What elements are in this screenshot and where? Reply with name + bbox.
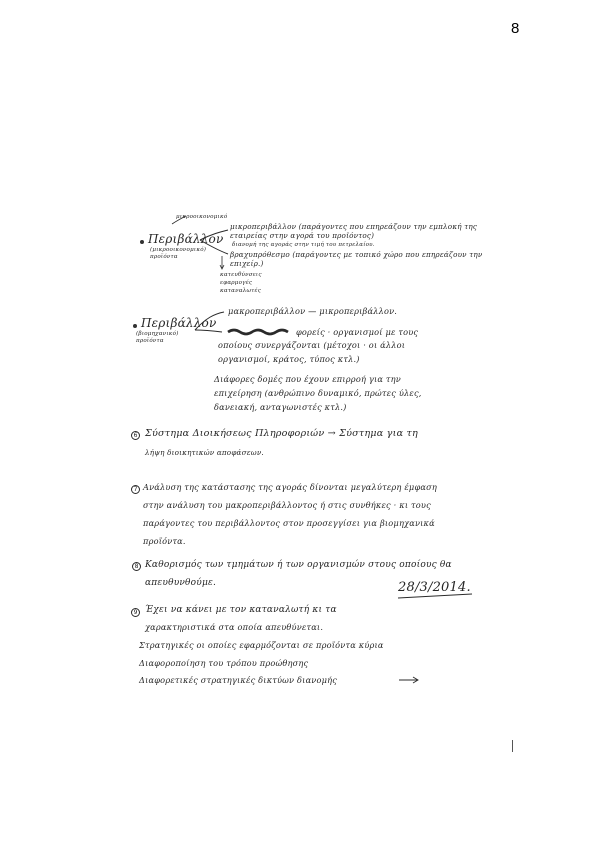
item9-line3: Στρατηγικές οι οποίες εφαρμόζονται σε προϊόντα κύρια [139, 640, 384, 650]
item-number-circle: 8 [132, 562, 141, 571]
bullet-point [140, 240, 144, 244]
item7-line2: στην ανάλυση του μακροπεριβάλλοντος ή στις συνθήκες · κι τους [143, 500, 431, 510]
section2-line7: δανειακή, ανταγωνιστές κτλ.) [214, 402, 347, 412]
section2-line6: επιχείρηση (ανθρώπινο δυναμικό, πρώτες ύλες, [214, 388, 422, 398]
section1-heading-note: μικροοικονομικό [176, 214, 228, 220]
item6-line1: Σύστημα Διοικήσεως Πληροφοριών → Σύστημα για τη [145, 428, 418, 439]
section2-line5: Διάφορες δομές που έχουν επιρροή για την [214, 374, 401, 384]
section2-line2: φορείς · οργανισμοί με τους [296, 327, 419, 337]
item9-line2: χαρακτηριστικά στα οποία απευθύνεται. [145, 622, 324, 632]
item8-line1: Καθορισμός των τμημάτων ή των οργανισμών στους οποίους θα [145, 560, 452, 570]
margin-mark [512, 740, 513, 752]
item9-line4: Διαφοροποίηση του τρόπου προώθησης [139, 658, 309, 668]
item7-line1: Ανάλυση της κατάστασης της αγοράς δίνονται μεγαλύτερη έμφαση [143, 482, 438, 492]
section1-heading-sub: (μικροοικονομικό) προϊόντα [150, 247, 207, 260]
section2-heading-sub: (βιομηχανικό) προϊόντα [136, 331, 179, 344]
bullet-point [133, 324, 137, 328]
item7-line4: προϊόντα. [143, 536, 186, 546]
section2-heading: Περιβάλλον [141, 316, 217, 330]
section1-line3: βραχυπρόθεσμο (παράγοντες με τοπικό χώρο που επηρεάζουν την επιχείρ.) [230, 250, 483, 268]
item-number-circle: 9 [131, 608, 140, 617]
section2-line3: οποίους συνεργάζονται (μέτοχοι · οι άλλοι [218, 340, 406, 350]
item7-line3: παράγοντες του περιβάλλοντος στον προσεγγίσει για βιομηχανικά [143, 518, 435, 528]
item-number-circle: 6 [131, 431, 140, 440]
section1-heading: Περιβάλλον [148, 232, 224, 246]
section1-line4: κατευθύνσεις [220, 272, 262, 278]
item9-line5: Διαφορετικές στρατηγικές δικτύων διανομής [139, 675, 338, 685]
section1-line6: καταναλωτές [220, 288, 262, 294]
section1-line1: μικροπεριβάλλον (παράγοντες που επηρεάζουν την εμπλοκή της εταιρείας στην αγορά του προϊόντος) [230, 222, 478, 240]
section1-line5: εφαρμογές [220, 280, 253, 286]
item9-line1: Έχει να κάνει με τον καταναλωτή κι τα [145, 605, 337, 615]
item8-line2: απευθυνθούμε. [145, 578, 217, 588]
item-number-circle: 7 [131, 485, 140, 494]
section2-line4: οργανισμοί, κράτος, τύπος κτλ.) [218, 354, 360, 364]
section2-line1: μακροπεριβάλλον — μικροπεριβάλλον. [228, 306, 398, 316]
page-number: 8 [511, 20, 520, 37]
item6-line2: λήψη διοικητικών αποφάσεων. [145, 448, 264, 457]
section1-line2: διανομή της αγοράς στην τιμή του πετρελαίου. [232, 242, 375, 248]
date-note: 28/3/2014. [398, 580, 471, 595]
